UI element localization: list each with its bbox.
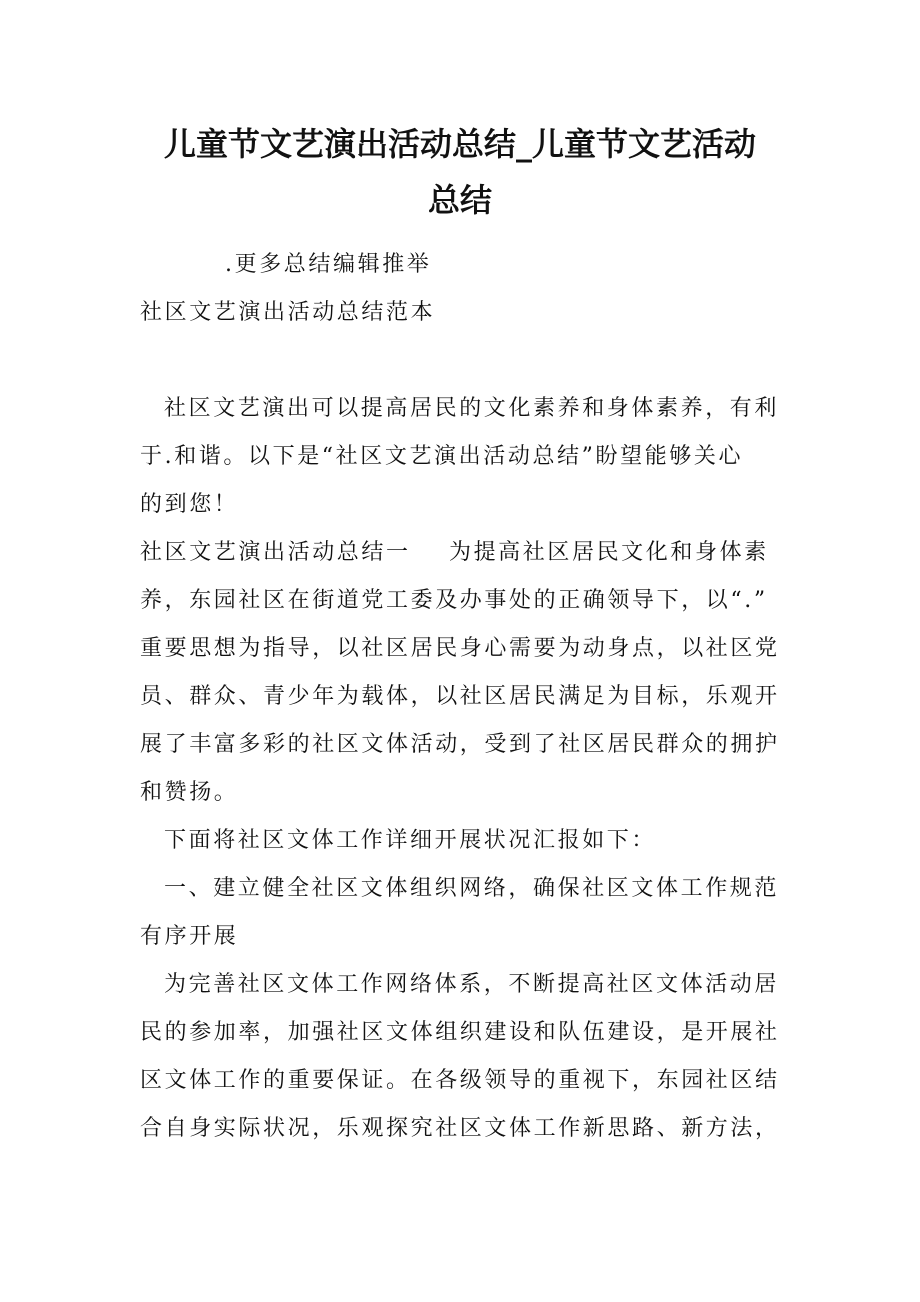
document-title-line-1: 儿童节文艺演出活动总结_儿童节文艺活动 (163, 125, 756, 163)
body-line-3: 的到您！ (140, 492, 239, 517)
body-line-8: 展了丰富多彩的社区文体活动，受到了社区居民群众的拥护 (140, 732, 780, 757)
document-subtitle: 社区文艺演出活动总结范本 (140, 300, 436, 325)
body-line-7: 员、群众、青少年为载体，以社区居民满足为目标，乐观开 (140, 684, 780, 709)
body-line-12: 有序开展 (140, 924, 239, 949)
body-line-1: 社区文艺演出可以提高居民的文化素养和身体素养，有利 (164, 396, 780, 421)
document-title-line-2: 总结 (427, 181, 492, 219)
body-line-4: 社区文艺演出活动总结一 为提高社区居民文化和身体素 (140, 540, 769, 565)
body-line-11: 一、建立健全社区文体组织网络，确保社区文体工作规范 (164, 876, 780, 901)
body-line-13: 为完善社区文体工作网络体系，不断提高社区文体活动居 (164, 972, 780, 997)
body-line-16: 合自身实际状况，乐观探究社区文体工作新思路、新方法， (140, 1116, 780, 1141)
body-line-14: 民的参加率，加强社区文体组织建设和队伍建设，是开展社 (140, 1020, 780, 1045)
body-line-6: 重要思想为指导，以社区居民身心需要为动身点，以社区党 (140, 636, 780, 661)
body-line-15: 区文体工作的重要保证。在各级领导的重视下，东园社区结 (140, 1068, 780, 1093)
more-summaries-note: .更多总结编辑推举 (225, 252, 432, 277)
body-line-2: 于.和谐。以下是“社区文艺演出活动总结”盼望能够关心 (140, 444, 744, 469)
body-line-10: 下面将社区文体工作详细开展状况汇报如下： (164, 828, 657, 853)
body-line-5: 养，东园社区在街道党工委及办事处的正确领导下，以“.” (140, 588, 768, 613)
body-line-9: 和赞扬。 (140, 780, 239, 805)
